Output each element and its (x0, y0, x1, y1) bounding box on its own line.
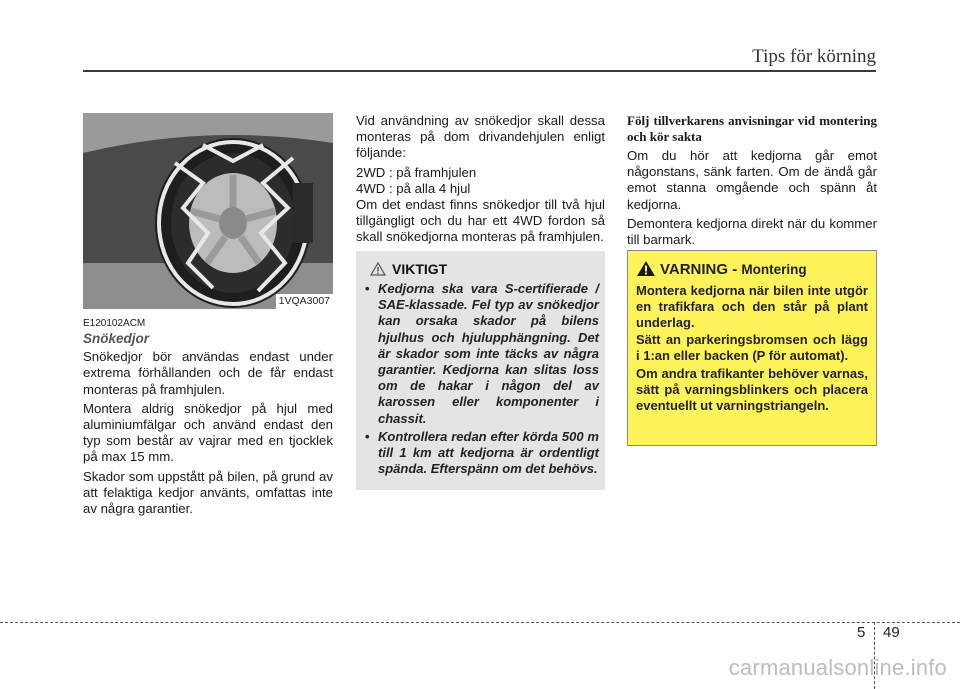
paragraph: 4WD : på alla 4 hjul (356, 180, 471, 196)
paragraph: Snökedjor bör användas endast under extrema förhållanden och de får endast monteras på framhjulen. (83, 349, 333, 397)
header-rule (83, 70, 876, 72)
instruction-heading: Följ tillverkarens anvisningar vid montering och kör sakta (627, 113, 877, 144)
notice-box (356, 251, 605, 490)
image-code: 1VQA3007 (276, 294, 333, 309)
footer-rule (0, 622, 960, 623)
notice-heading (370, 261, 447, 277)
warning-subtitle: Montering (741, 262, 807, 277)
column-1 (83, 113, 333, 520)
paragraph: Vid användning av snökedjor skall dessa monteras på dom drivandehjulen enligt följande: (356, 113, 605, 161)
paragraph: Om det endast finns snökedjor till två hjul tillgängligt och du har ett 4WD fordon så skall snökedjorna monteras på framhjulen. (356, 197, 605, 245)
column-3 (627, 113, 877, 251)
watermark-text: carmanualsonline.info (728, 655, 947, 680)
paragraph: 2WD : på framhjulen (356, 164, 477, 180)
page-header-title: Tips för körning (752, 46, 876, 67)
page-number: 49 (883, 624, 900, 641)
warning-triangle-icon (370, 262, 386, 276)
subheading-snow-chains: Snökedjor (83, 331, 150, 346)
warning-body (636, 283, 868, 415)
notice-list (364, 281, 599, 479)
warning-heading (636, 260, 807, 278)
paragraph: Om du hör att kedjorna går emot någonstans, sänk farten. Om de ändå går emot stanna omgående och spänn åt kedjorna. (627, 148, 877, 212)
warning-paragraph: Montera kedjorna när bilen inte utgör en trafikfara och den står på plant underlag. (636, 283, 868, 330)
warning-triangle-icon (636, 260, 656, 277)
warning-paragraph: Om andra trafikanter behöver varnas, sätt på varningsblinkers och placera eventuellt ut varningstriangeln. (636, 365, 868, 413)
paragraph: Skador som uppstått på bilen, på grund av att felaktiga kedjor använts, omfattas inte av några garantier. (83, 468, 333, 517)
warning-title: VARNING - (660, 261, 738, 278)
chapter-number: 5 (857, 624, 866, 641)
paragraph: Montera aldrig snökedjor på hjul med aluminiumfälgar och använd endast den typ som består av vajrar med en tjocklek på max 15 mm. (83, 400, 333, 465)
notice-title: VIKTIGT (392, 261, 448, 277)
warning-box (627, 250, 877, 446)
tire-with-chain-illustration (83, 113, 333, 309)
column-2 (356, 113, 605, 249)
notice-item: • Kedjorna ska vara S-certifierade / SAE-klassade. Fel typ av snökedjor kan orsaka skador på bilens hjulhus och hjulupphängning. Det är skador som inte täcks av några garantier. Kedjorna kan slitas loss om de hakar i någon del av karossen eller komponenter i chassit. (364, 281, 599, 427)
warning-paragraph: Sätt an parkeringsbromsen och lägg i 1:an eller backen (P för automat). (636, 332, 868, 364)
section-code: E120102ACM (83, 318, 146, 329)
paragraph: Demontera kedjorna direkt när du kommer till barmark. (627, 215, 877, 248)
snow-chain-photo (83, 113, 333, 309)
notice-item: • Kontrollera redan efter körda 500 m till 1 km att kedjorna är ordentligt spända. Efterspänn om det behövs. (364, 429, 599, 478)
